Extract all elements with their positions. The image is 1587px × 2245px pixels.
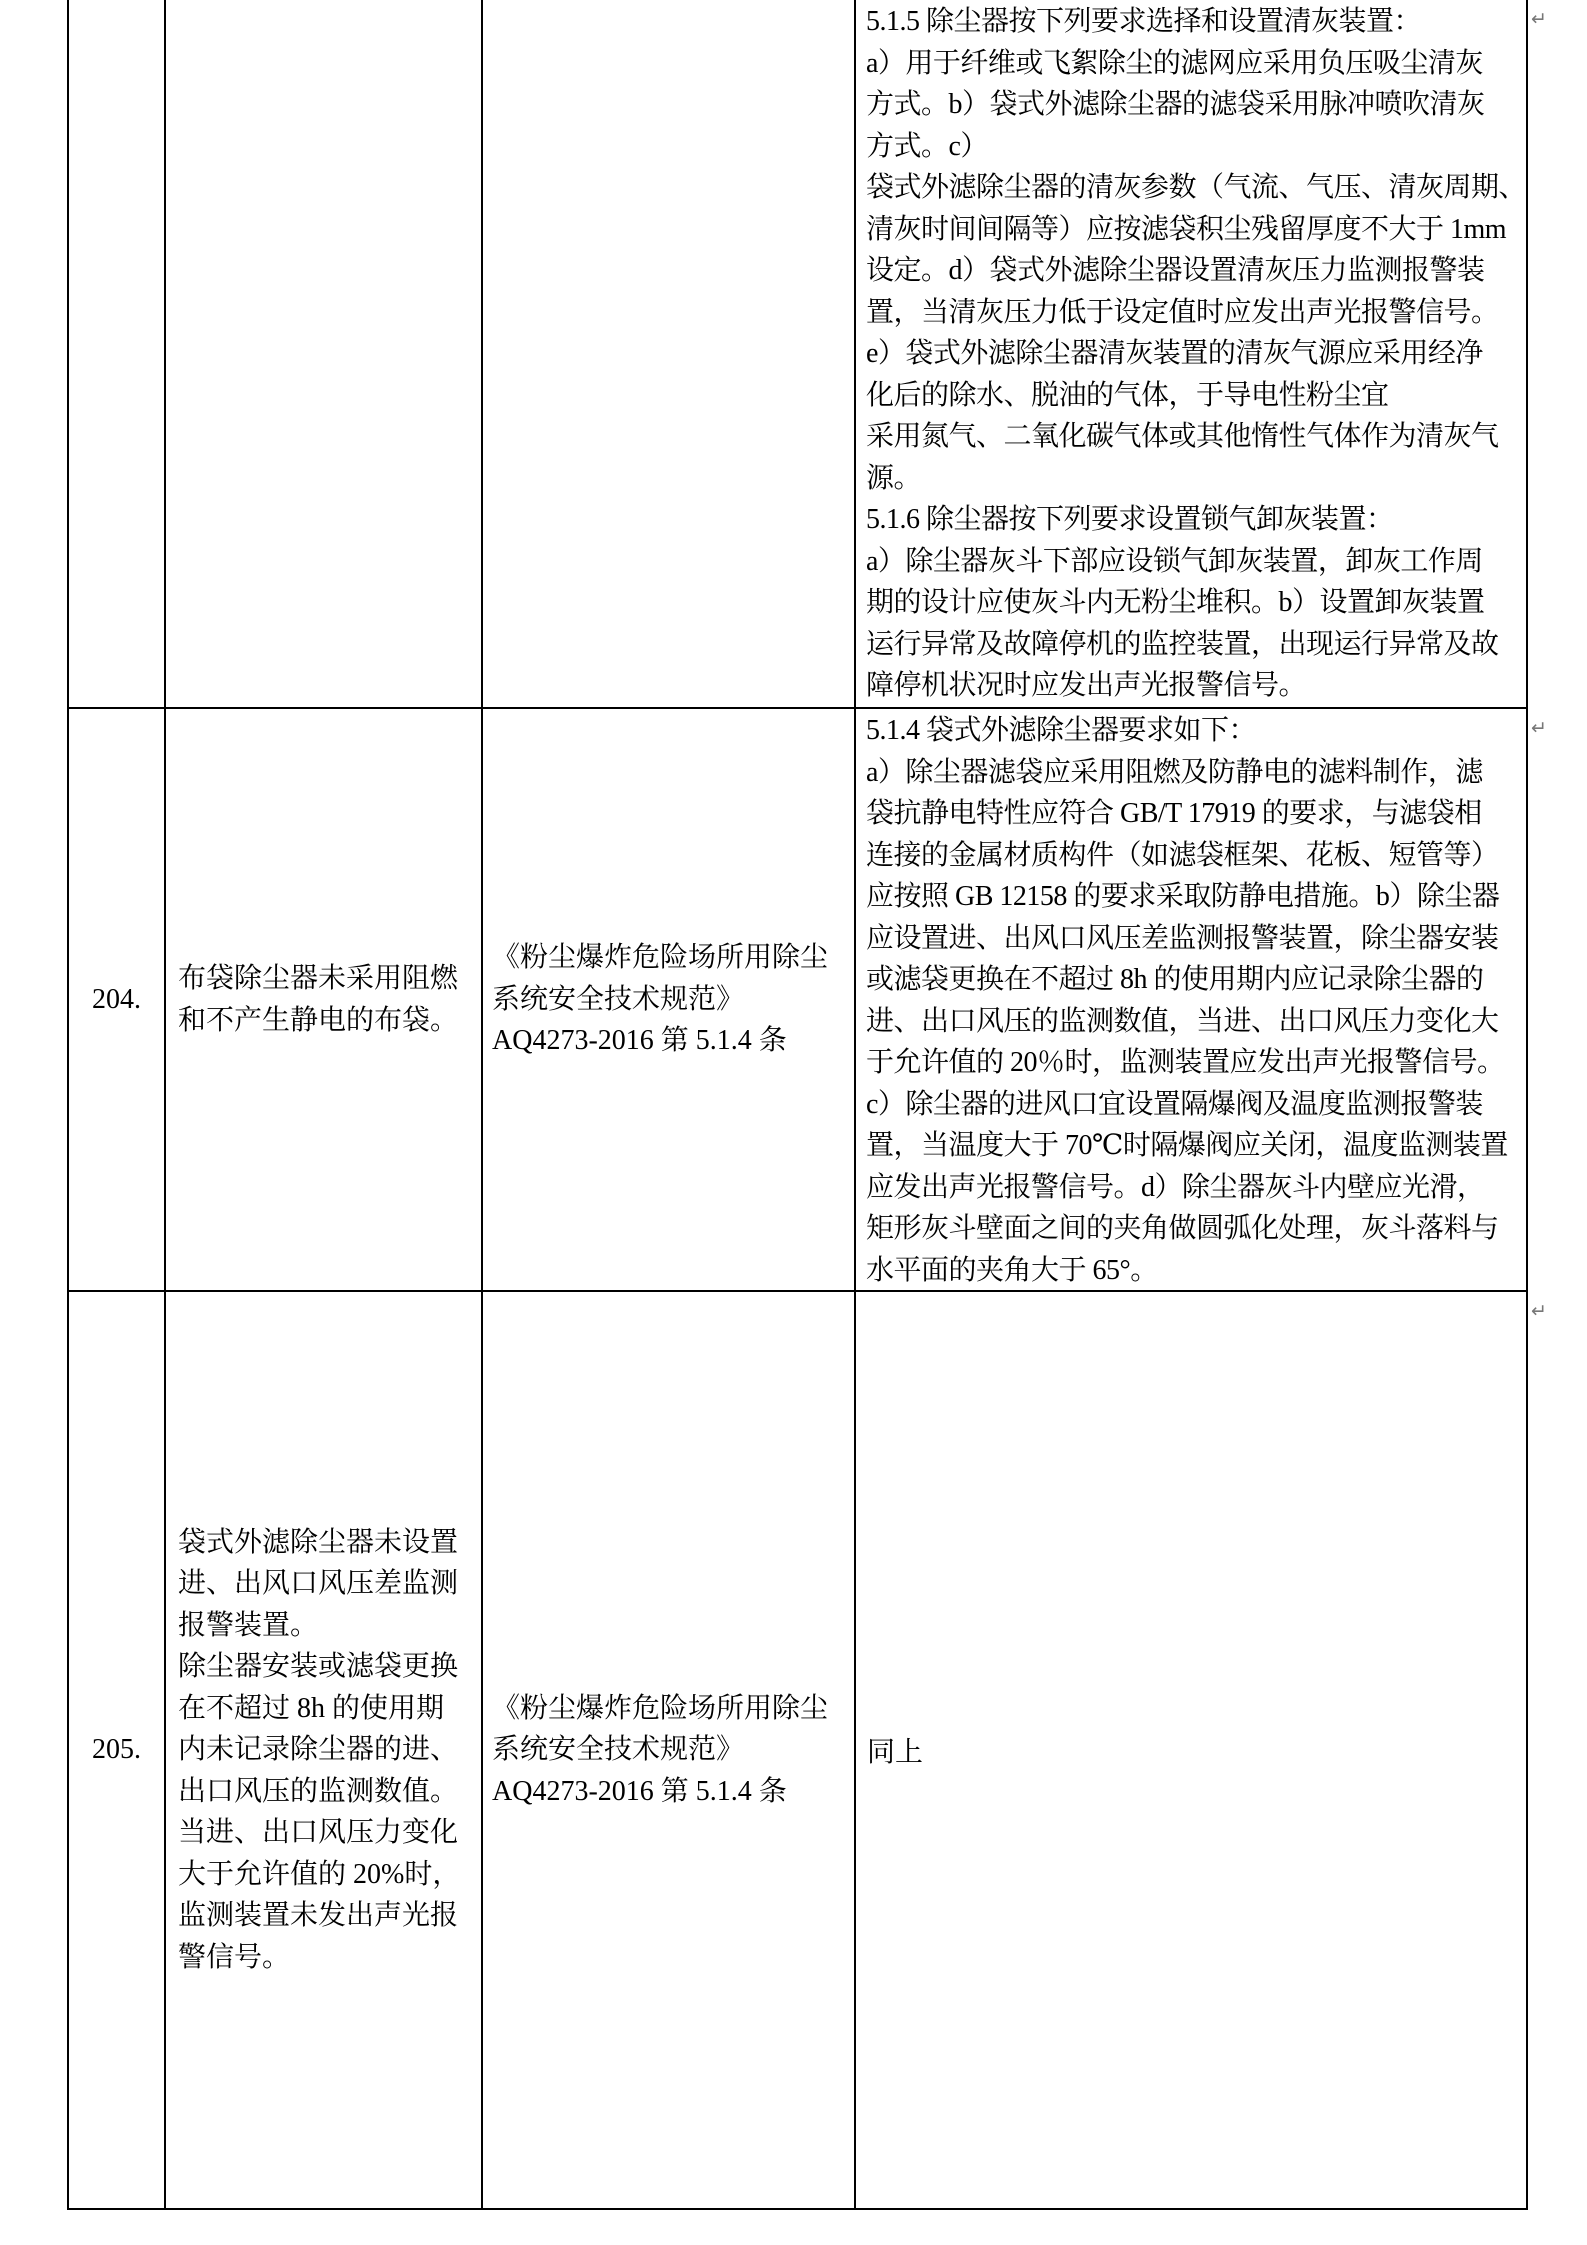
- text-line: 报警装置。: [178, 1609, 319, 1641]
- text-line: 系统安全技术规范》: [492, 1734, 745, 1766]
- row1-description-cell: [166, 0, 483, 709]
- row204-detail-cell: [856, 709, 1528, 1292]
- row204-description-cell: [166, 709, 483, 1292]
- text-line: 水平面的夹角大于 65°。: [866, 1254, 1158, 1286]
- text-line: 化后的除水、脱油的气体，于导电性粉尘宜: [866, 379, 1389, 411]
- text-line: 矩形灰斗壁面之间的夹角做圆弧化处理，灰斗落料与: [866, 1213, 1499, 1244]
- text-line: 《粉尘爆炸危险场所用除尘: [492, 942, 829, 974]
- text-line: 当进、出口风压力变化: [178, 1817, 459, 1849]
- text-line: 设定。d）袋式外滤除尘器设置清灰压力监测报警装: [866, 255, 1485, 286]
- text-line: 和不产生静电的布袋。: [178, 1004, 459, 1036]
- text-line: 方式。c）: [866, 130, 988, 162]
- row204-number: 204.: [92, 983, 141, 1015]
- row1-number-cell: [69, 0, 166, 709]
- text-line: a）用于纤维或飞絮除尘的滤网应采用负压吸尘清灰: [866, 47, 1483, 79]
- row1-detail-cell: [856, 0, 1528, 709]
- row204-number-cell: [69, 709, 166, 1292]
- text-line: 大于允许值的 20%时，: [178, 1858, 461, 1890]
- text-line: 在不超过 8h 的使用期: [178, 1692, 445, 1724]
- paragraph-return-mark: ↵: [1531, 8, 1547, 30]
- text-line: 5.1.6 除尘器按下列要求设置锁气卸灰装置：: [866, 504, 1394, 535]
- text-line: 运行异常及故障停机的监控装置，出现运行异常及故: [866, 628, 1499, 660]
- text-line: 5.1.4 袋式外滤除尘器要求如下：: [866, 715, 1257, 746]
- text-line: 布袋除尘器未采用阻燃: [178, 963, 459, 994]
- text-line: 障停机状况时应发出声光报警信号。: [866, 670, 1307, 701]
- paragraph-return-mark: ↵: [1531, 1300, 1547, 1322]
- row205-description-cell: [166, 1292, 483, 2210]
- text-line: 袋式外滤除尘器的清灰参数（气流、气压、清灰周期、: [866, 172, 1527, 203]
- text-line: 应按照 GB 12158 的要求采取防静电措施。b）除尘器: [866, 881, 1500, 912]
- text-line: 除尘器安装或滤袋更换: [178, 1651, 459, 1683]
- row1-reference-cell: [483, 0, 856, 709]
- text-line: AQ4273-2016 第 5.1.4 条: [492, 1775, 787, 1807]
- text-line: 进、出口风压的监测数值，当进、出口风压力变化大: [866, 1005, 1499, 1037]
- row205-reference-cell: [483, 1292, 856, 2210]
- text-line: 警信号。: [178, 1941, 291, 1973]
- text-line: 清灰时间间隔等）应按滤袋积尘残留厚度不大于 1mm: [866, 213, 1507, 245]
- paragraph-return-mark: ↵: [1531, 717, 1547, 739]
- text-line: 采用氮气、二氧化碳气体或其他惰性气体作为清灰气: [866, 421, 1499, 452]
- text-line: 应发出声光报警信号。d）除尘器灰斗内壁应光滑，: [866, 1171, 1485, 1203]
- row205-number-cell: [69, 1292, 166, 2210]
- text-line: AQ4273-2016 第 5.1.4 条: [492, 1025, 787, 1057]
- text-line: 系统安全技术规范》: [492, 983, 745, 1015]
- text-line: 5.1.5 除尘器按下列要求选择和设置清灰装置：: [866, 6, 1422, 37]
- text-line: a）除尘器灰斗下部应设锁气卸灰装置，卸灰工作周: [866, 545, 1483, 577]
- text-line: 于允许值的 20％时，监测装置应发出声光报警信号。: [866, 1047, 1505, 1078]
- row204-reference-cell: [483, 709, 856, 1292]
- text-line: 连接的金属材质构件（如滤袋框架、花板、短管等）: [866, 839, 1499, 871]
- text-line: 源。: [866, 462, 922, 494]
- text-line: 《粉尘爆炸危险场所用除尘: [492, 1692, 829, 1724]
- text-line: a）除尘器滤袋应采用阻燃及防静电的滤料制作，滤: [866, 756, 1483, 788]
- text-line: 袋抗静电特性应符合 GB/T 17919 的要求，与滤袋相: [866, 798, 1482, 829]
- row205-detail-text: 同上: [867, 1737, 924, 1768]
- text-line: 进、出风口风压差监测: [178, 1568, 459, 1600]
- row205-detail-cell: [856, 1292, 1528, 2210]
- text-line: 出口风压的监测数值。: [178, 1775, 459, 1807]
- text-line: c）除尘器的进风口宜设置隔爆阀及温度监测报警装: [866, 1088, 1483, 1120]
- text-line: 袋式外滤除尘器未设置: [178, 1526, 459, 1558]
- text-line: 内未记录除尘器的进、: [178, 1734, 459, 1766]
- row205-number: 205.: [92, 1734, 141, 1765]
- inspection-table: [67, 0, 1528, 2210]
- text-line: 监测装置未发出声光报: [178, 1900, 459, 1932]
- text-line: 应设置进、出风口风压差监测报警装置，除尘器安装: [866, 922, 1499, 954]
- text-line: 方式。b）袋式外滤除尘器的滤袋采用脉冲喷吹清灰: [866, 89, 1485, 120]
- text-line: 置，当清灰压力低于设定值时应发出声光报警信号。: [866, 296, 1499, 328]
- text-line: 期的设计应使灰斗内无粉尘堆积。b）设置卸灰装置: [866, 587, 1485, 618]
- text-line: e）袋式外滤除尘器清灰装置的清灰气源应采用经净: [866, 338, 1483, 369]
- text-line: 或滤袋更换在不超过 8h 的使用期内应记录除尘器的: [866, 964, 1484, 995]
- text-line: 置，当温度大于 70℃时隔爆阀应关闭，温度监测装置: [866, 1130, 1508, 1161]
